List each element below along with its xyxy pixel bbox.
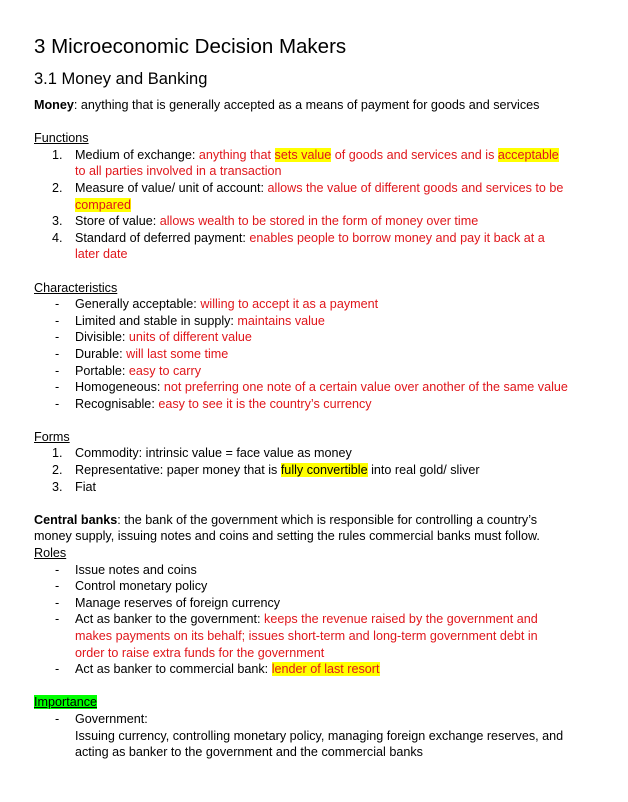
list-item: - Limited and stable in supply: maintains value <box>55 313 325 328</box>
page-title: 3 Microeconomic Decision Makers <box>34 35 347 58</box>
forms-list <box>34 445 594 495</box>
roles-heading: Roles <box>34 546 67 561</box>
list-item: - Control monetary policy <box>55 579 208 594</box>
forms-heading: Forms <box>34 429 70 444</box>
list-item: - Act as banker to commercial bank: lender of last resort <box>55 662 380 677</box>
list-item: - Government: Issuing currency, controlling monetary policy, managing foreign exchange reserves, and acting as banker to the government and the commercial banks <box>55 711 564 760</box>
list-item: 2. Measure of value/ unit of account: allows the value of different goods and services to be compared <box>52 180 564 212</box>
money-term: Money <box>34 98 74 112</box>
document-page <box>34 34 594 761</box>
list-item: - Portable: easy to carry <box>55 363 201 378</box>
roles-list <box>34 562 594 678</box>
functions-heading: Functions <box>34 131 89 146</box>
list-item: 1. Commodity: intrinsic value = face value as money <box>52 446 352 461</box>
list-item: 4. Standard of deferred payment: enables people to borrow money and pay it back at a later date <box>52 230 545 262</box>
characteristics-list <box>34 296 594 412</box>
list-item: 3. Store of value: allows wealth to be stored in the form of money over time <box>52 214 479 229</box>
money-def: : anything that is generally accepted as a means of payment for goods and services <box>73 98 540 112</box>
list-item: - Generally acceptable: willing to accept it as a payment <box>55 297 379 312</box>
importance-heading-line <box>34 694 594 711</box>
list-item: - Divisible: units of different value <box>55 330 252 345</box>
importance-list <box>34 711 594 761</box>
importance-heading: Importance <box>34 695 97 710</box>
functions-list <box>34 147 594 263</box>
central-banks-term: Central banks <box>34 512 118 527</box>
list-item: 1. Medium of exchange: anything that sets value of goods and services and is acceptable to all parties involved in a transaction <box>52 147 559 179</box>
list-item: - Homogeneous: not preferring one note of a certain value over another of the same value <box>55 380 568 395</box>
list-item: - Issue notes and coins <box>55 562 197 577</box>
list-item: - Recognisable: easy to see it is the country’s currency <box>55 396 372 411</box>
central-banks-definition: Central banks: the bank of the government which is responsible for controlling a country’s money supply, issuing notes and coins and setting the rules commercial banks must follow. <box>34 512 540 544</box>
list-item: - Act as banker to the government: keeps the revenue raised by the government and makes payments on its behalf; issues short-term and long-term government debt in order to raise extra funds for the government <box>55 612 538 660</box>
list-item: - Manage reserves of foreign currency <box>55 595 281 610</box>
list-item: 3. Fiat <box>52 479 96 494</box>
list-item: - Durable: will last some time <box>55 346 229 361</box>
money-definition <box>34 97 594 114</box>
characteristics-heading: Characteristics <box>34 280 118 295</box>
section-title: 3.1 Money and Banking <box>34 70 208 88</box>
list-item: 2. Representative: paper money that is fully convertible into real gold/ sliver <box>52 463 480 478</box>
